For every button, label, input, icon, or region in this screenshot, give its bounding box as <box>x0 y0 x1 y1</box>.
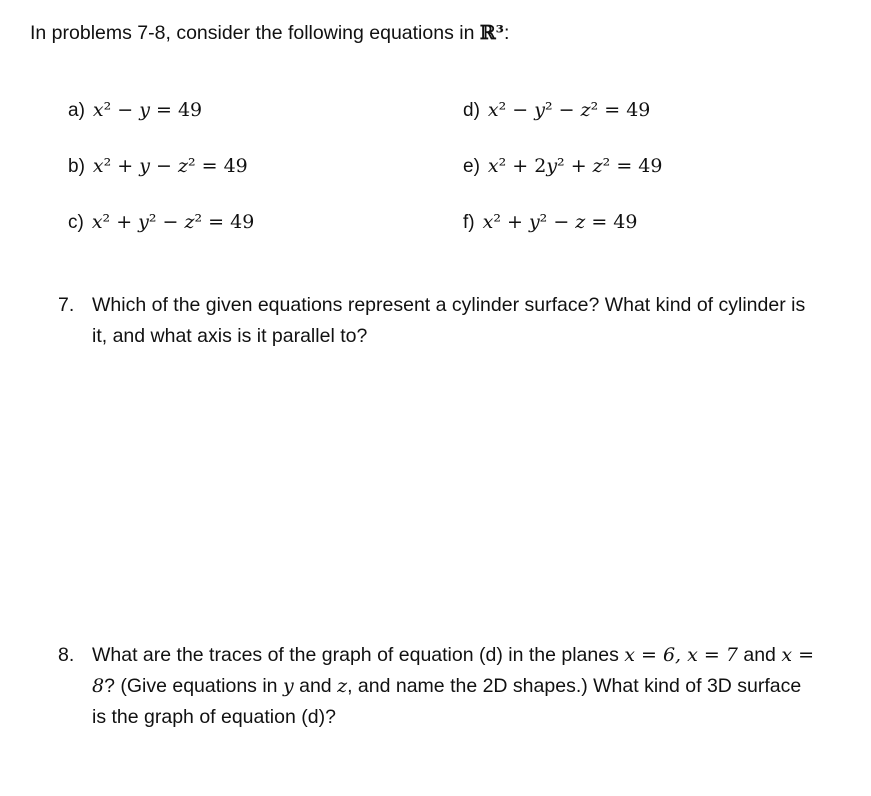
question-text: Which of the given equations represent a cylinder surface? What kind of cylinder is it, and what axis is it parallel to? <box>92 294 806 347</box>
math-variable: 𝑧 <box>337 675 348 697</box>
equation-label: a) <box>68 100 85 121</box>
intro-colon: : <box>503 22 510 44</box>
equation-expression: 𝑥² + 𝑦 − 𝑧² = 49 <box>92 155 248 177</box>
math-planes: 𝑥 = 6, 𝑥 = 7 <box>624 644 738 666</box>
text-segment: and <box>737 644 782 666</box>
equation-expression: 𝑥² + 2𝑦² + 𝑧² = 49 <box>487 155 663 177</box>
intro-text: In problems 7-8, consider the following equations in <box>30 22 480 44</box>
question-number: 7. <box>58 294 75 316</box>
equation-label: d) <box>463 100 480 121</box>
equation-expression: 𝑥² − 𝑦 = 49 <box>92 99 203 121</box>
equation-label: f) <box>463 212 475 233</box>
equation-b <box>68 152 248 181</box>
equation-label: b) <box>68 156 85 177</box>
text-segment: ? (Give equations in <box>104 675 283 697</box>
text-segment: What are the traces of the graph of equation (d) in the planes <box>92 644 625 666</box>
text-segment: , and name the 2D shapes.) What kind of 3D surface is the graph of equation (d)? <box>92 675 802 728</box>
text-segment: and <box>293 675 338 697</box>
equation-expression: 𝑥² + 𝑦² − 𝑧 = 49 <box>482 211 638 233</box>
real-space-symbol: ℝ³ <box>479 22 504 44</box>
math-plane: 𝑥 = 8 <box>92 644 814 697</box>
equation-expression: 𝑥² − 𝑦² − 𝑧² = 49 <box>487 99 651 121</box>
equation-d <box>463 96 650 125</box>
equation-a <box>68 96 202 125</box>
equation-label: c) <box>68 212 84 233</box>
question-7 <box>58 290 818 352</box>
equation-label: e) <box>463 156 480 177</box>
math-variable: 𝑦 <box>282 675 294 697</box>
question-8 <box>58 640 818 733</box>
equation-f <box>463 208 637 237</box>
question-text <box>92 640 818 733</box>
equation-expression: 𝑥² + 𝑦² − 𝑧² = 49 <box>91 211 255 233</box>
problem-intro <box>30 18 509 48</box>
equation-e <box>463 152 662 181</box>
equation-c <box>68 208 254 237</box>
question-number: 8. <box>58 644 75 666</box>
